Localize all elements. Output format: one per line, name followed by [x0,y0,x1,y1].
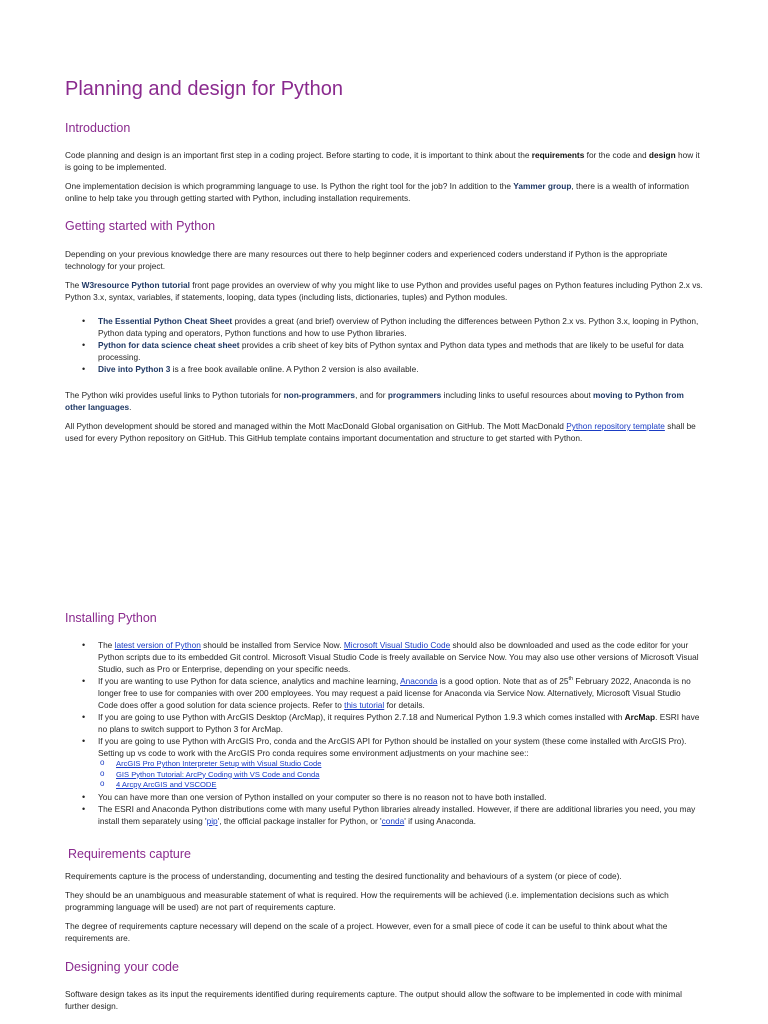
dive-into-python-link[interactable]: Dive into Python 3 [98,364,171,374]
requirements-paragraph-1: Requirements capture is the process of understanding, documenting and testing the desired functionality and behaviours of a system (or piece of code). [65,871,622,881]
moving-to-python-link[interactable]: moving to Python from other languages [65,390,684,412]
list-item: • If you are going to use Python with ArcGIS Desktop (ArcMap), it requires Python 2.7.18 and Numerical Python 1.9.3 which comes installed with ArcMap. ESRI have no plans to switch support to Python 3 for ArcMap. [80,711,700,735]
list-item: • The Essential Python Cheat Sheet provides a great (and brief) overview of Python including the differences between Python 2.x vs. Python 3.x, looping in Python, Python data typing and operators, Python functions and how to use Python libraries. [80,315,700,339]
python-resources-list [80,315,700,375]
heading-designing-code: Designing your code [65,960,179,974]
cheat-sheet-link[interactable]: The Essential Python Cheat Sheet [98,316,233,326]
tutorial-link[interactable]: this tutorial [344,700,385,710]
intro-paragraph-2: One implementation decision is which programming language to use. Is Python the right tool for the job? In addition to the Yammer group, there is a wealth of information online to help take you through getting started with Python, including installation requirements. [65,181,690,203]
heading-getting-started: Getting started with Python [65,219,216,233]
pip-link[interactable]: pip [206,815,218,826]
programmers-link[interactable]: programmers [387,390,442,400]
list-item [98,759,700,770]
requirements-paragraph-2: They should be an unambiguous and measurable statement of what is required. How the requirements will be achieved (i.e. implementation decisions such as which programming language will be used) are not part of requirements capture. [65,890,669,912]
arcpy-vscode-tutorial-link[interactable]: GIS Python Tutorial: ArcPy Coding with VS Code and Conda [116,769,320,779]
arcgis-links-list [98,759,700,791]
python-repository-template-link[interactable]: Python repository template [566,421,665,431]
page-title: Planning and design for Python [65,78,343,100]
conda-link[interactable]: conda [381,815,405,826]
list-item: • The ESRI and Anaconda Python distributions come with many useful Python libraries already installed. However, if there are additional libraries you need, you may install them separately using 'pip', the official package installer for Python, or 'conda' if using Anaconda. [80,803,700,827]
vs-code-link[interactable]: Microsoft Visual Studio Code [343,640,451,650]
arcpy-arcgis-vscode-link[interactable]: 4 Arcpy ArcGIS and VSCODE [116,780,217,789]
designing-paragraph-1: Software design takes as its input the requirements identified during requirements capture. The output should allow the software to be implemented in code with minimal further design. [65,989,682,1011]
non-programmers-link[interactable]: non-programmers [283,390,356,400]
requirements-paragraph-3: The degree of requirements capture necessary will depend on the scale of a project. However, even for a small piece of code it can be useful to think about what the requirements are. [65,921,668,943]
getting-started-paragraph-4: All Python development should be stored and managed within the Mott MacDonald Global organisation on GitHub. The Mott MacDonald Python repository template shall be used for every Python repository on GitHub. This GitHub template contains important documentation and structure to get started with Python. [65,421,696,443]
list-item: • The latest version of Python should be installed from Service Now. Microsoft Visual Studio Code should also be downloaded and used as the code editor for your Python scripts due to its embedded Git control. Microsoft Visual Studio Code is freely available on Service Now. You may also use other versions of Microsoft Visual Studio, such as Pro or Enterprise, depending on your specific needs. [80,639,700,675]
anaconda-link[interactable]: Anaconda [400,676,438,686]
getting-started-paragraph-1: Depending on your previous knowledge there are many resources out there to help beginner coders and experienced coders understand if Python is the appropriate technology for your project. [65,249,668,271]
list-item: • If you are going to use Python with ArcGIS Pro, conda and the ArcGIS API for Python should be installed on your system (these come installed with ArcGIS Pro). Setting up vs code to work with the ArcGIS Pro conda requires some environment adjustments on your machine see:: o ArcGIS Pro Python Interpreter Setup with Visual Studio Code o GIS Python Tutorial: ArcPy Coding with VS Code and Conda o 4 Arcpy ArcGIS and VSCODE [80,735,700,791]
list-item [98,770,700,781]
w3resource-link[interactable]: W3resource Python tutorial [81,280,190,290]
latest-python-link[interactable]: latest version of Python [114,640,201,650]
list-item [98,780,700,791]
heading-requirements-capture: Requirements capture [68,847,191,861]
list-item: • Dive into Python 3 is a free book available online. A Python 2 version is also available. [80,363,700,375]
arcgis-interpreter-setup-link[interactable]: ArcGIS Pro Python Interpreter Setup with Visual Studio Code [116,759,322,768]
getting-started-paragraph-3: The Python wiki provides useful links to Python tutorials for non-programmers, and for programmers including links to useful resources about moving to Python from other languages. [65,390,684,412]
heading-introduction: Introduction [65,121,131,135]
heading-installing-python: Installing Python [65,611,157,625]
installing-list [80,639,700,827]
list-item: • If you are wanting to use Python for data science, analytics and machine learning, Anaconda is a good option. Note that as of 25th February 2022, Anaconda is no longer free to use for companies with over 200 employees. You may request a paid license for Anaconda via Service Now. Alternatively, Microsoft Visual Studio Code does offer a good solution for data science projects. Refer to this tutorial for details. [80,675,700,711]
list-item: • Python for data science cheat sheet provides a crib sheet of key bits of Python syntax and Python data types and methods that are likely to be useful for data processing. [80,339,700,363]
yammer-group-link[interactable]: Yammer group [513,181,572,191]
intro-paragraph-1: Code planning and design is an important first step in a coding project. Before starting to code, it is important to think about the requirements for the code and design how it is going to be implemented. [65,150,700,172]
data-science-cheat-sheet-link[interactable]: Python for data science cheat sheet [98,340,240,350]
getting-started-paragraph-2: The W3resource Python tutorial front page provides an overview of why you might like to use Python and provides useful pages on Python features including Python 2.x vs. Python 3.x, syntax, variables, if statements, looping, data types (including lists, dictionaries, tuples) and Python modules. [65,280,703,302]
list-item: • You can have more than one version of Python installed on your computer so there is no reason not to have both installed. [80,791,700,803]
